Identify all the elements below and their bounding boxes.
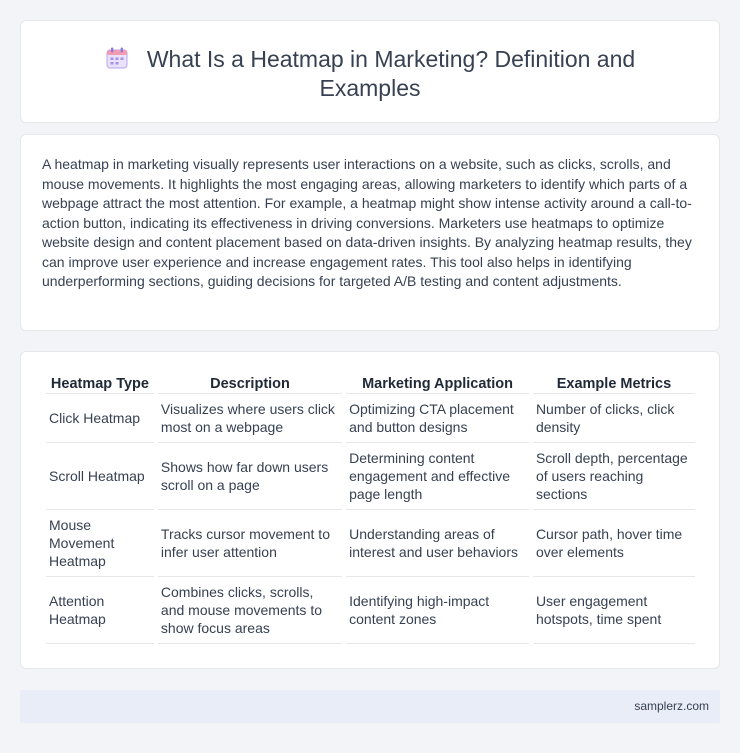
footer-site-link[interactable]: samplerz.com (634, 699, 709, 713)
cell-heatmap-type: Scroll Heatmap (46, 443, 154, 510)
cell-description: Shows how far down users scroll on a page (158, 443, 342, 510)
cell-heatmap-type: Click Heatmap (46, 394, 154, 443)
footer-bar (20, 690, 720, 723)
column-header-description: Description (158, 373, 342, 394)
cell-description: Combines clicks, scrolls, and mouse movements to show focus areas (158, 577, 342, 644)
table-header-row (46, 373, 695, 394)
intro-card (20, 134, 720, 331)
cell-heatmap-type: Mouse Movement Heatmap (46, 510, 154, 577)
cell-marketing-application: Optimizing CTA placement and button designs (346, 394, 529, 443)
column-header-example-metrics: Example Metrics (533, 373, 695, 394)
table-row (46, 443, 695, 510)
page-title (81, 45, 659, 103)
cell-marketing-application: Identifying high-impact content zones (346, 577, 529, 644)
column-header-heatmap-type: Heatmap Type (46, 373, 154, 394)
cell-description: Visualizes where users click most on a webpage (158, 394, 342, 443)
page-title-text: What Is a Heatmap in Marketing? Definition and Examples (146, 46, 636, 101)
heatmap-table (42, 373, 699, 644)
cell-marketing-application: Determining content engagement and effective page length (346, 443, 529, 510)
column-header-marketing-application: Marketing Application (346, 373, 529, 394)
cell-example-metrics: User engagement hotspots, time spent (533, 577, 695, 644)
cell-description: Tracks cursor movement to infer user attention (158, 510, 342, 577)
table-row (46, 510, 695, 577)
table-row (46, 394, 695, 443)
cell-marketing-application: Understanding areas of interest and user behaviors (346, 510, 529, 577)
cell-example-metrics: Number of clicks, click density (533, 394, 695, 443)
title-card (20, 20, 720, 123)
intro-paragraph: A heatmap in marketing visually represents user interactions on a website, such as clicks, scrolls, and mouse movements. It highlights the most engaging areas, allowing marketers to identify which parts of a webpage attract the most attention. For example, a heatmap might show intense activity around a call-to-action button, indicating its effectiveness in driving conversions. Marketers use heatmaps to optimize website design and content placement based on data-driven insights. By analyzing heatmap results, they can improve user experience and increase engagement rates. This tool also helps in identifying underperforming sections, guiding decisions for targeted A/B testing and content adjustments. (42, 156, 692, 289)
cell-heatmap-type: Attention Heatmap (46, 577, 154, 644)
calendar-icon (105, 46, 129, 70)
table-card (20, 351, 720, 669)
cell-example-metrics: Scroll depth, percentage of users reaching sections (533, 443, 695, 510)
table-row (46, 577, 695, 644)
cell-example-metrics: Cursor path, hover time over elements (533, 510, 695, 577)
